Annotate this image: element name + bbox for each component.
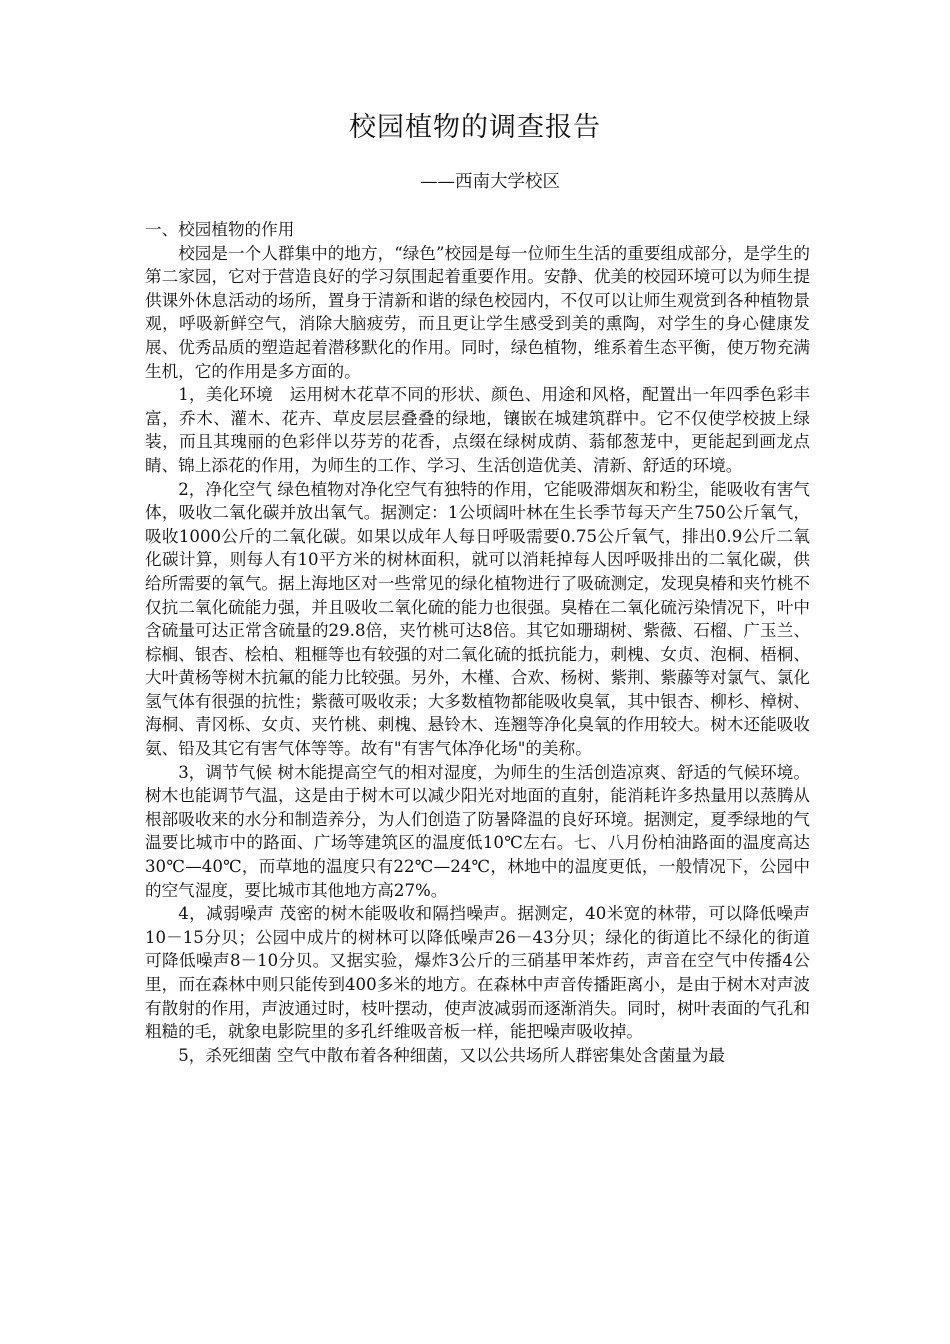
paragraph-climate: 3，调节气候 树木能提高空气的相对湿度，为师生的生活创造凉爽、舒适的气候环境。树木也能调节气温，这是由于树木可以减少阳光对地面的直射，能消耗许多热量用以蒸腾从根部吸收来的水分和制造养分，为人们创造了防暑降温的良好环境。据测定，夏季绿地的气温要比城市中的路面、广场等建筑区的温度低10℃左右。七、八月份柏油路面的温度高达30℃—40℃，而草地的温度只有22℃—24℃，林地中的温度更低，一般情况下，公园中的空气湿度，要比城市其他地方高27%。: [145, 762, 810, 900]
section-heading: 一、校园植物的作用: [145, 220, 295, 239]
paragraph-beautify: 1，美化环境 运用树木花草不同的形状、颜色、用途和风格，配置出一年四季色彩丰富，乔木、灌木、花卉、草皮层层叠叠的绿地，镶嵌在城建筑群中。它不仅使学校披上绿装，而且其瑰丽的色彩伴以芬芳的花香，点缀在绿树成荫、蓊郁葱茏中，更能起到画龙点睛、锦上添花的作用，为师生的工作、学习、生活创造优美、清新、舒适的环境。: [145, 385, 810, 475]
document-body: [145, 218, 810, 1067]
document-title: 校园植物的调查报告: [349, 112, 601, 143]
paragraph-noise: 4，减弱噪声 茂密的树木能吸收和隔挡噪声。据测定，40米宽的林带，可以降低噪声10－15分贝；公园中成片的树林可以降低噪声26－43分贝；绿化的街道比不绿化的街道可降低噪声8－10分贝。又据实验，爆炸3公斤的三硝基甲苯炸药，声音在空气中传播4公里，而在森林中则只能传到400多米的地方。在森林中声音传播距离小，是由于树木对声波有散射的作用，声波通过时，枝叶摆动，使声波减弱而逐渐消失。同时，树叶表面的气孔和粗糙的毛，就象电影院里的多孔纤维吸音板一样，能把噪声吸收掉。: [145, 904, 810, 1042]
paragraph-bacteria: 5，杀死细菌 空气中散布着各种细菌，又以公共场所人群密集处含菌量为最: [178, 1045, 726, 1065]
paragraph-purify-air: 2，净化空气 绿色植物对净化空气有独特的作用，它能吸滞烟灰和粉尘，能吸收有害气体，吸收二氧化碳并放出氧气。据测定：1公顷阔叶林在生长季节每天产生750公斤氧气，吸收1000公斤的二氧化碳。如果以成年人每日呼吸需要0.75公斤氧气，排出0.9公斤二氧化碳计算，则每人有10平方米的树林面积，就可以消耗掉每人因呼吸排出的二氧化碳，供给所需要的氧气。据上海地区对一些常见的绿化植物进行了吸硫测定，发现臭椿和夹竹桃不仅抗二氧化硫能力强，并且吸收二氧化硫的能力也很强。臭椿在二氧化硫污染情况下，叶中含硫量可达正常含硫量的29.8倍，夹竹桃可达8倍。其它如珊瑚树、紫薇、石榴、广玉兰、棕榈、银杏、桧柏、粗榧等也有较强的对二氧化硫的抵抗能力，刺槐、女贞、泡桐、梧桐、大叶黄杨等树木抗氟的能力比较强。另外，木槿、合欢、杨树、紫荆、紫藤等对氯气、氯化氢气体有很强的抗性；紫薇可吸收汞；大多数植物都能吸收臭氧，其中银杏、柳杉、樟树、海桐、青冈栎、女贞、夹竹桃、刺槐、悬铃木、连翘等净化臭氧的作用较大。树木还能吸收氨、铅及其它有害气体等等。故有"有害气体净化场"的美称。: [145, 479, 810, 759]
paragraph-intro: 校园是一个人群集中的地方，“绿色”校园是每一位师生生活的重要组成部分，是学生的第二家园，它对于营造良好的学习氛围起着重要作用。安静、优美的校园环境可以为师生提供课外休息活动的场所，置身于清新和谐的绿色校园内，不仅可以让师生观赏到各种植物景观，呼吸新鲜空气，消除大脑疲劳，而且更让学生感受到美的熏陶，对学生的身心健康发展、优秀品质的塑造起着潜移默化的作用。同时，绿色植物，维系着生态平衡，使万物充满生机，它的作用是多方面的。: [145, 243, 810, 381]
document-subtitle: ——西南大学校区: [420, 172, 560, 192]
